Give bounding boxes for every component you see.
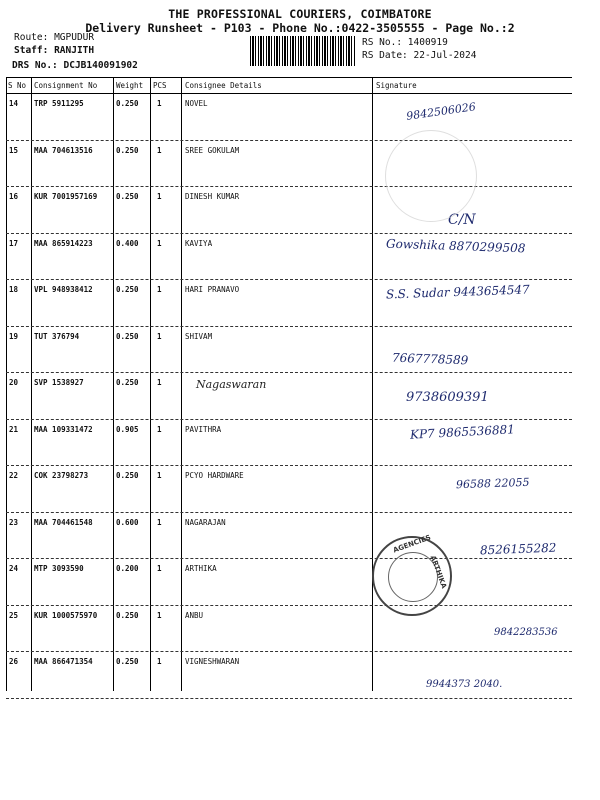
row-consignment-no: MAA 866471354 (34, 657, 93, 666)
row-consignment-no: MAA 704461548 (34, 517, 93, 527)
row-signature: S.S. Sudar 9443654547 (385, 282, 530, 302)
row-pcs: 1 (157, 192, 162, 201)
row-separator (6, 372, 572, 373)
rs-no-line (362, 37, 448, 48)
col-header-consignee: Consignee Details (185, 81, 262, 90)
row-consignment-no: TRP 5911295 (34, 99, 84, 108)
row-separator (6, 279, 572, 280)
rs-date-value: 22-Jul-2024 (413, 50, 477, 61)
row-sno: 24 (9, 564, 19, 573)
table-top-border (6, 77, 572, 78)
route-line (14, 32, 94, 43)
row-sno: 15 (9, 145, 19, 155)
row-signature: 7667778589 (391, 350, 469, 367)
row-weight: 0.250 (116, 471, 139, 480)
row-weight: 0.905 (116, 424, 139, 434)
row-separator (6, 186, 572, 187)
row-pcs: 1 (157, 331, 162, 341)
row-sno: 26 (9, 657, 19, 666)
drs-label: DRS No.: (12, 60, 58, 71)
col-header-pcs: PCS (153, 81, 167, 90)
header-subtitle: Delivery Runsheet - P103 - Phone No.:0422-3505555 - Page No.:2 (85, 21, 515, 35)
row-pcs: 1 (157, 145, 162, 155)
row-separator (6, 651, 572, 652)
row-signature: 96588 22055 (455, 475, 530, 492)
route-label: Route: (14, 32, 49, 43)
col-header-weight: Weight (116, 81, 144, 90)
row-sno: 14 (9, 99, 19, 108)
route-value: MGPUDUR (54, 32, 95, 43)
row-consignee: HARI PRANAVO (185, 285, 240, 294)
col-header-sno: S No (8, 81, 27, 90)
row-separator (6, 233, 572, 234)
col-divider (150, 77, 151, 691)
row-consignment-no: SVP 1538927 (34, 378, 84, 387)
col-header-signature: Signature (376, 81, 417, 90)
row-pcs: 1 (157, 238, 162, 248)
row-pcs: 1 (157, 99, 162, 108)
header-title: THE PROFESSIONAL COURIERS, COIMBATORE (168, 7, 432, 21)
row-signature: KP7 9865536881 (409, 421, 516, 442)
row-pcs: 1 (157, 564, 162, 573)
staff-label: Staff: (14, 45, 49, 56)
col-divider (372, 77, 373, 691)
stamp-text-side: ARTHIKA (429, 554, 449, 590)
agency-stamp (372, 533, 452, 616)
row-pcs: 1 (157, 424, 162, 434)
row-consignment-no: MAA 704613516 (34, 145, 93, 155)
row-consignee: ARTHIKA (185, 564, 217, 573)
row-consignee: PCYO HARDWARE (185, 471, 244, 480)
row-consignment-no: MAA 109331472 (34, 424, 93, 434)
row-weight: 0.250 (116, 145, 139, 155)
row-signature: 8526155282 (479, 540, 557, 557)
staff-line (14, 45, 94, 56)
row-consignment-no: MTP 3093590 (34, 564, 84, 573)
col-divider (181, 77, 182, 691)
row-pcs: 1 (157, 378, 162, 387)
col-divider (6, 77, 7, 691)
drs-line (12, 60, 138, 71)
row-signature: 9738609391 (406, 390, 489, 405)
row-pcs: 1 (157, 285, 162, 294)
row-pcs: 1 (157, 657, 162, 666)
row-signature: 9842283536 (494, 626, 558, 638)
drs-value: DCJB140091902 (63, 60, 138, 71)
row-weight: 0.250 (116, 192, 139, 201)
row-consignment-no: KUR 7001957169 (34, 192, 98, 201)
stamp-text-top: AGENCIES (392, 533, 432, 555)
row-sno: 23 (9, 517, 19, 527)
barcode (250, 36, 356, 66)
row-weight: 0.250 (116, 378, 139, 387)
row-weight: 0.250 (116, 285, 139, 294)
row-sno: 18 (9, 285, 19, 294)
row-separator (6, 512, 572, 513)
row-consignee: PAVITHRA (185, 424, 222, 434)
row-consignee: SREE GOKULAM (185, 145, 240, 155)
row-weight: 0.600 (116, 517, 139, 527)
row-separator (6, 605, 572, 606)
row-consignee: VIGNESHWARAN (185, 657, 240, 666)
rs-no-label: RS No.: (362, 37, 403, 48)
row-consignment-no: TUT 376794 (34, 331, 80, 341)
rs-no-value: 1400919 (407, 37, 448, 48)
row-sno: 20 (9, 378, 19, 387)
row-consignee: NAGARAJAN (185, 517, 226, 527)
row-weight: 0.250 (116, 657, 139, 666)
row-separator (6, 140, 572, 141)
row-sno: 17 (9, 238, 19, 248)
row-pcs: 1 (157, 517, 162, 527)
row-consignee: ANBU (185, 610, 204, 620)
row-consignment-no: MAA 865914223 (34, 238, 93, 248)
row-consignee: SHIVAM (185, 331, 213, 341)
row-signature: 9944373 2040. (426, 679, 503, 690)
row-weight: 0.250 (116, 99, 139, 108)
row-signature: 9842506026 (405, 100, 477, 123)
col-header-consignment: Consignment No (34, 81, 98, 90)
row-consignment-no: VPL 948938412 (34, 285, 93, 294)
rs-date-line (362, 50, 476, 61)
row-separator (6, 419, 572, 420)
faint-stamp (385, 130, 477, 222)
row-signature: C/N (448, 212, 476, 228)
row-consignment-no: KUR 1000575970 (34, 610, 98, 620)
row-sno: 21 (9, 424, 19, 434)
rs-date-label: RS Date: (362, 50, 408, 61)
col-divider (31, 77, 32, 691)
row-pcs: 1 (157, 471, 162, 480)
row-consignee: NOVEL (185, 99, 208, 108)
row-weight: 0.250 (116, 331, 139, 341)
row-separator (6, 326, 572, 327)
row-signature: Gowshika 8870299508 (385, 236, 526, 255)
row-separator (6, 465, 572, 466)
staff-value: RANJITH (54, 45, 95, 56)
row-separator (6, 698, 572, 699)
row-consignee: KAVIYA (185, 238, 213, 248)
row-pcs: 1 (157, 610, 162, 620)
row-weight: 0.400 (116, 238, 139, 248)
row-sno: 19 (9, 331, 19, 341)
row-sno: 25 (9, 610, 19, 620)
row-consignee: Nagaswaran (196, 378, 267, 391)
row-consignment-no: COK 23798273 (34, 471, 89, 480)
row-weight: 0.250 (116, 610, 139, 620)
table-header-border (6, 93, 572, 94)
row-weight: 0.200 (116, 564, 139, 573)
row-separator (6, 558, 572, 559)
col-divider (113, 77, 114, 691)
row-sno: 16 (9, 192, 19, 201)
row-consignee: DINESH KUMAR (185, 192, 240, 201)
row-sno: 22 (9, 471, 19, 480)
